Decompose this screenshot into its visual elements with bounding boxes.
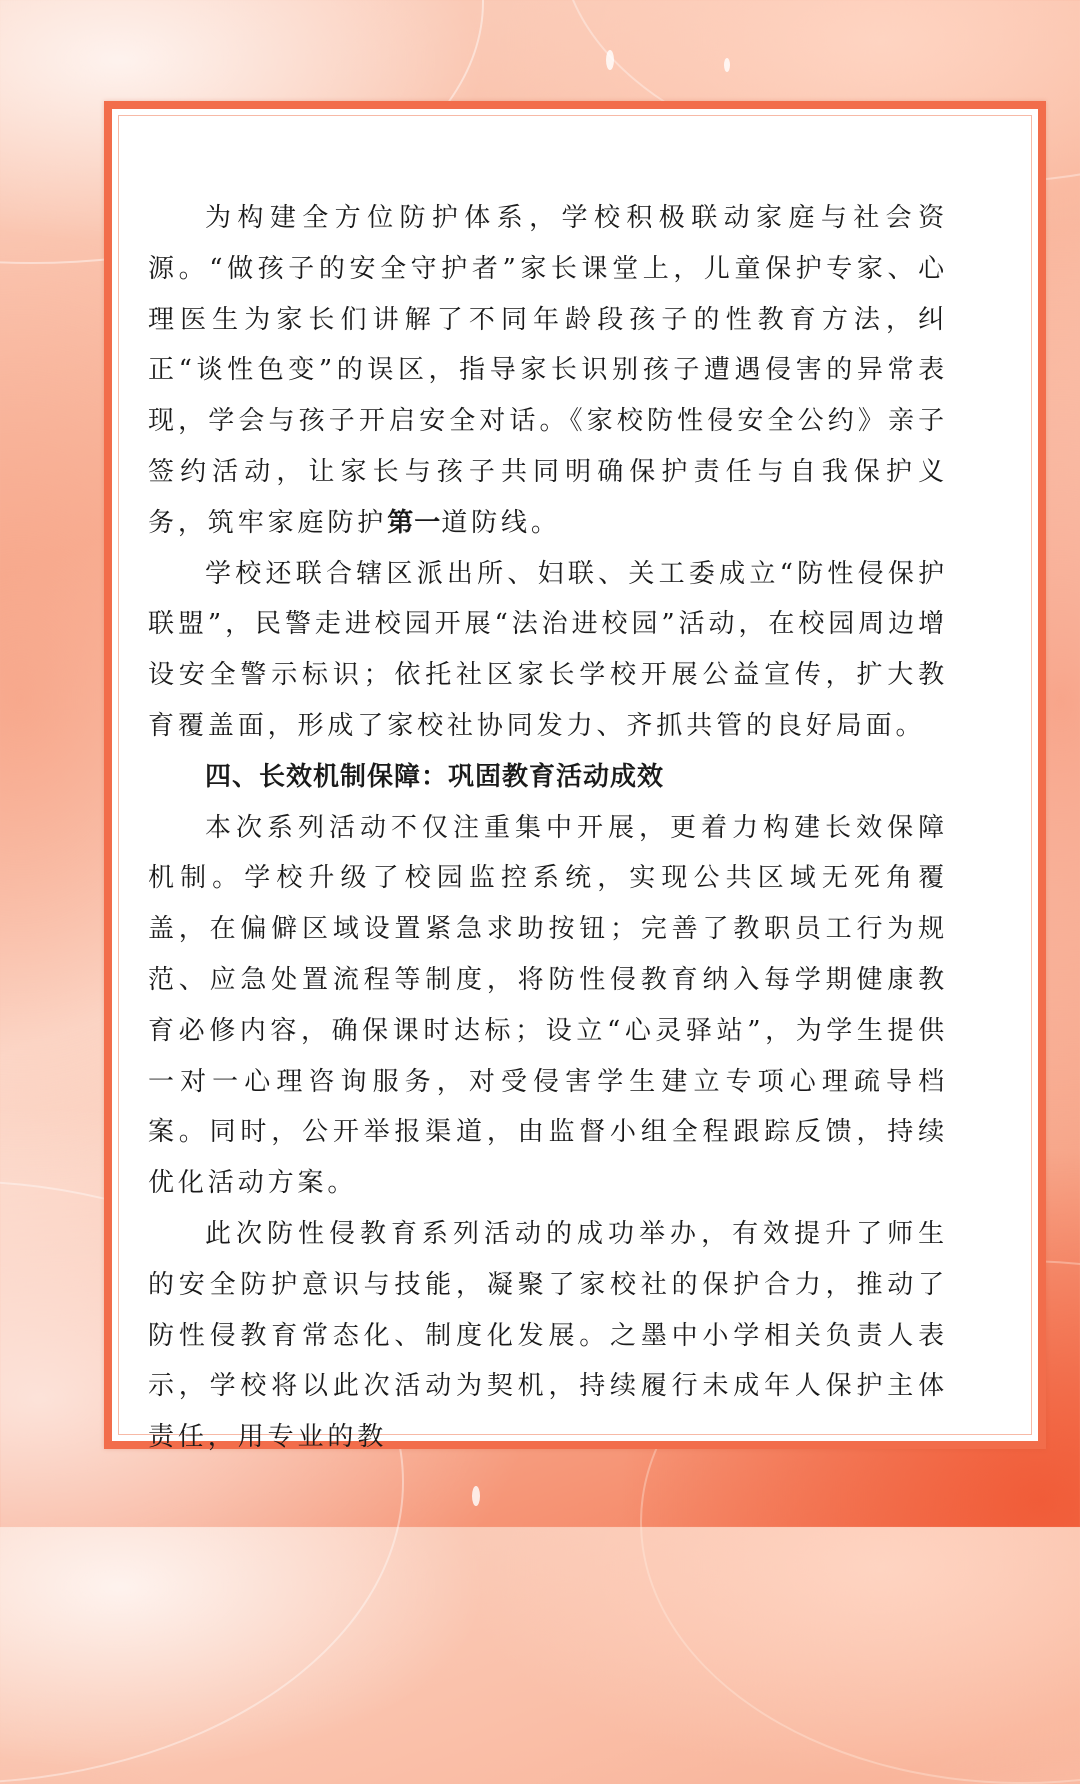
sparkle-dot <box>724 58 730 72</box>
paragraph-text: 道防线。 <box>441 507 561 538</box>
sparkle-dot <box>472 1486 480 1506</box>
paragraph-family-community <box>148 193 948 549</box>
paragraph-protection-alliance: 学校还联合辖区派出所、妇联、关工委成立“防性侵保护联盟”，民警走进校园开展“法治进校园”活动，在校园周边增设安全警示标识；依托社区家长学校开展公益宣传，扩大教育覆盖面，形成了家校社协同发力、齐抓共管的良好局面。 <box>148 558 948 741</box>
bold-phrase: 第一 <box>387 507 442 538</box>
sparkle-dot <box>606 50 614 70</box>
paragraph-conclusion: 此次防性侵教育系列活动的成功举办，有效提升了师生的安全防护意识与技能，凝聚了家校社的保护合力，推动了防性侵教育常态化、制度化发展。之墨中小学相关负责人表示，学校将以此次活动为契机，持续履行未成年人保护主体责任，用专业的教 <box>148 1218 948 1453</box>
paragraph-long-term-mechanism: 本次系列活动不仅注重集中开展，更着力构建长效保障机制。学校升级了校园监控系统，实现公共区域无死角覆盖，在偏僻区域设置紧急求助按钮；完善了教职员工行为规范、应急处置流程等制度，将防性侵教育纳入每学期健康教育必修内容，确保课时达标；设立“心灵驿站”，为学生提供一对一心理咨询服务，对受侵害学生建立专项心理疏导档案。同时，公开举报渠道，由监督小组全程跟踪反馈，持续优化活动方案。 <box>148 812 948 1199</box>
section-heading-4: 四、长效机制保障：巩固教育活动成效 <box>205 761 665 792</box>
paragraph-text: 为构建全方位防护体系，学校积极联动家庭与社会资源。“做孩子的安全守护者”家长课堂上，儿童保护专家、心理医生为家长们讲解了不同年龄段孩子的性教育方法，纠正“谈性色变”的误区，指导家长识别孩子遭遇侵害的异常表现，学会与孩子开启安全对话。《家校防性侵安全公约》亲子签约活动，让家长与孩子共同明确保护责任与自我保护义务，筑牢家庭防护 <box>148 203 948 538</box>
document-body <box>148 193 948 1463</box>
